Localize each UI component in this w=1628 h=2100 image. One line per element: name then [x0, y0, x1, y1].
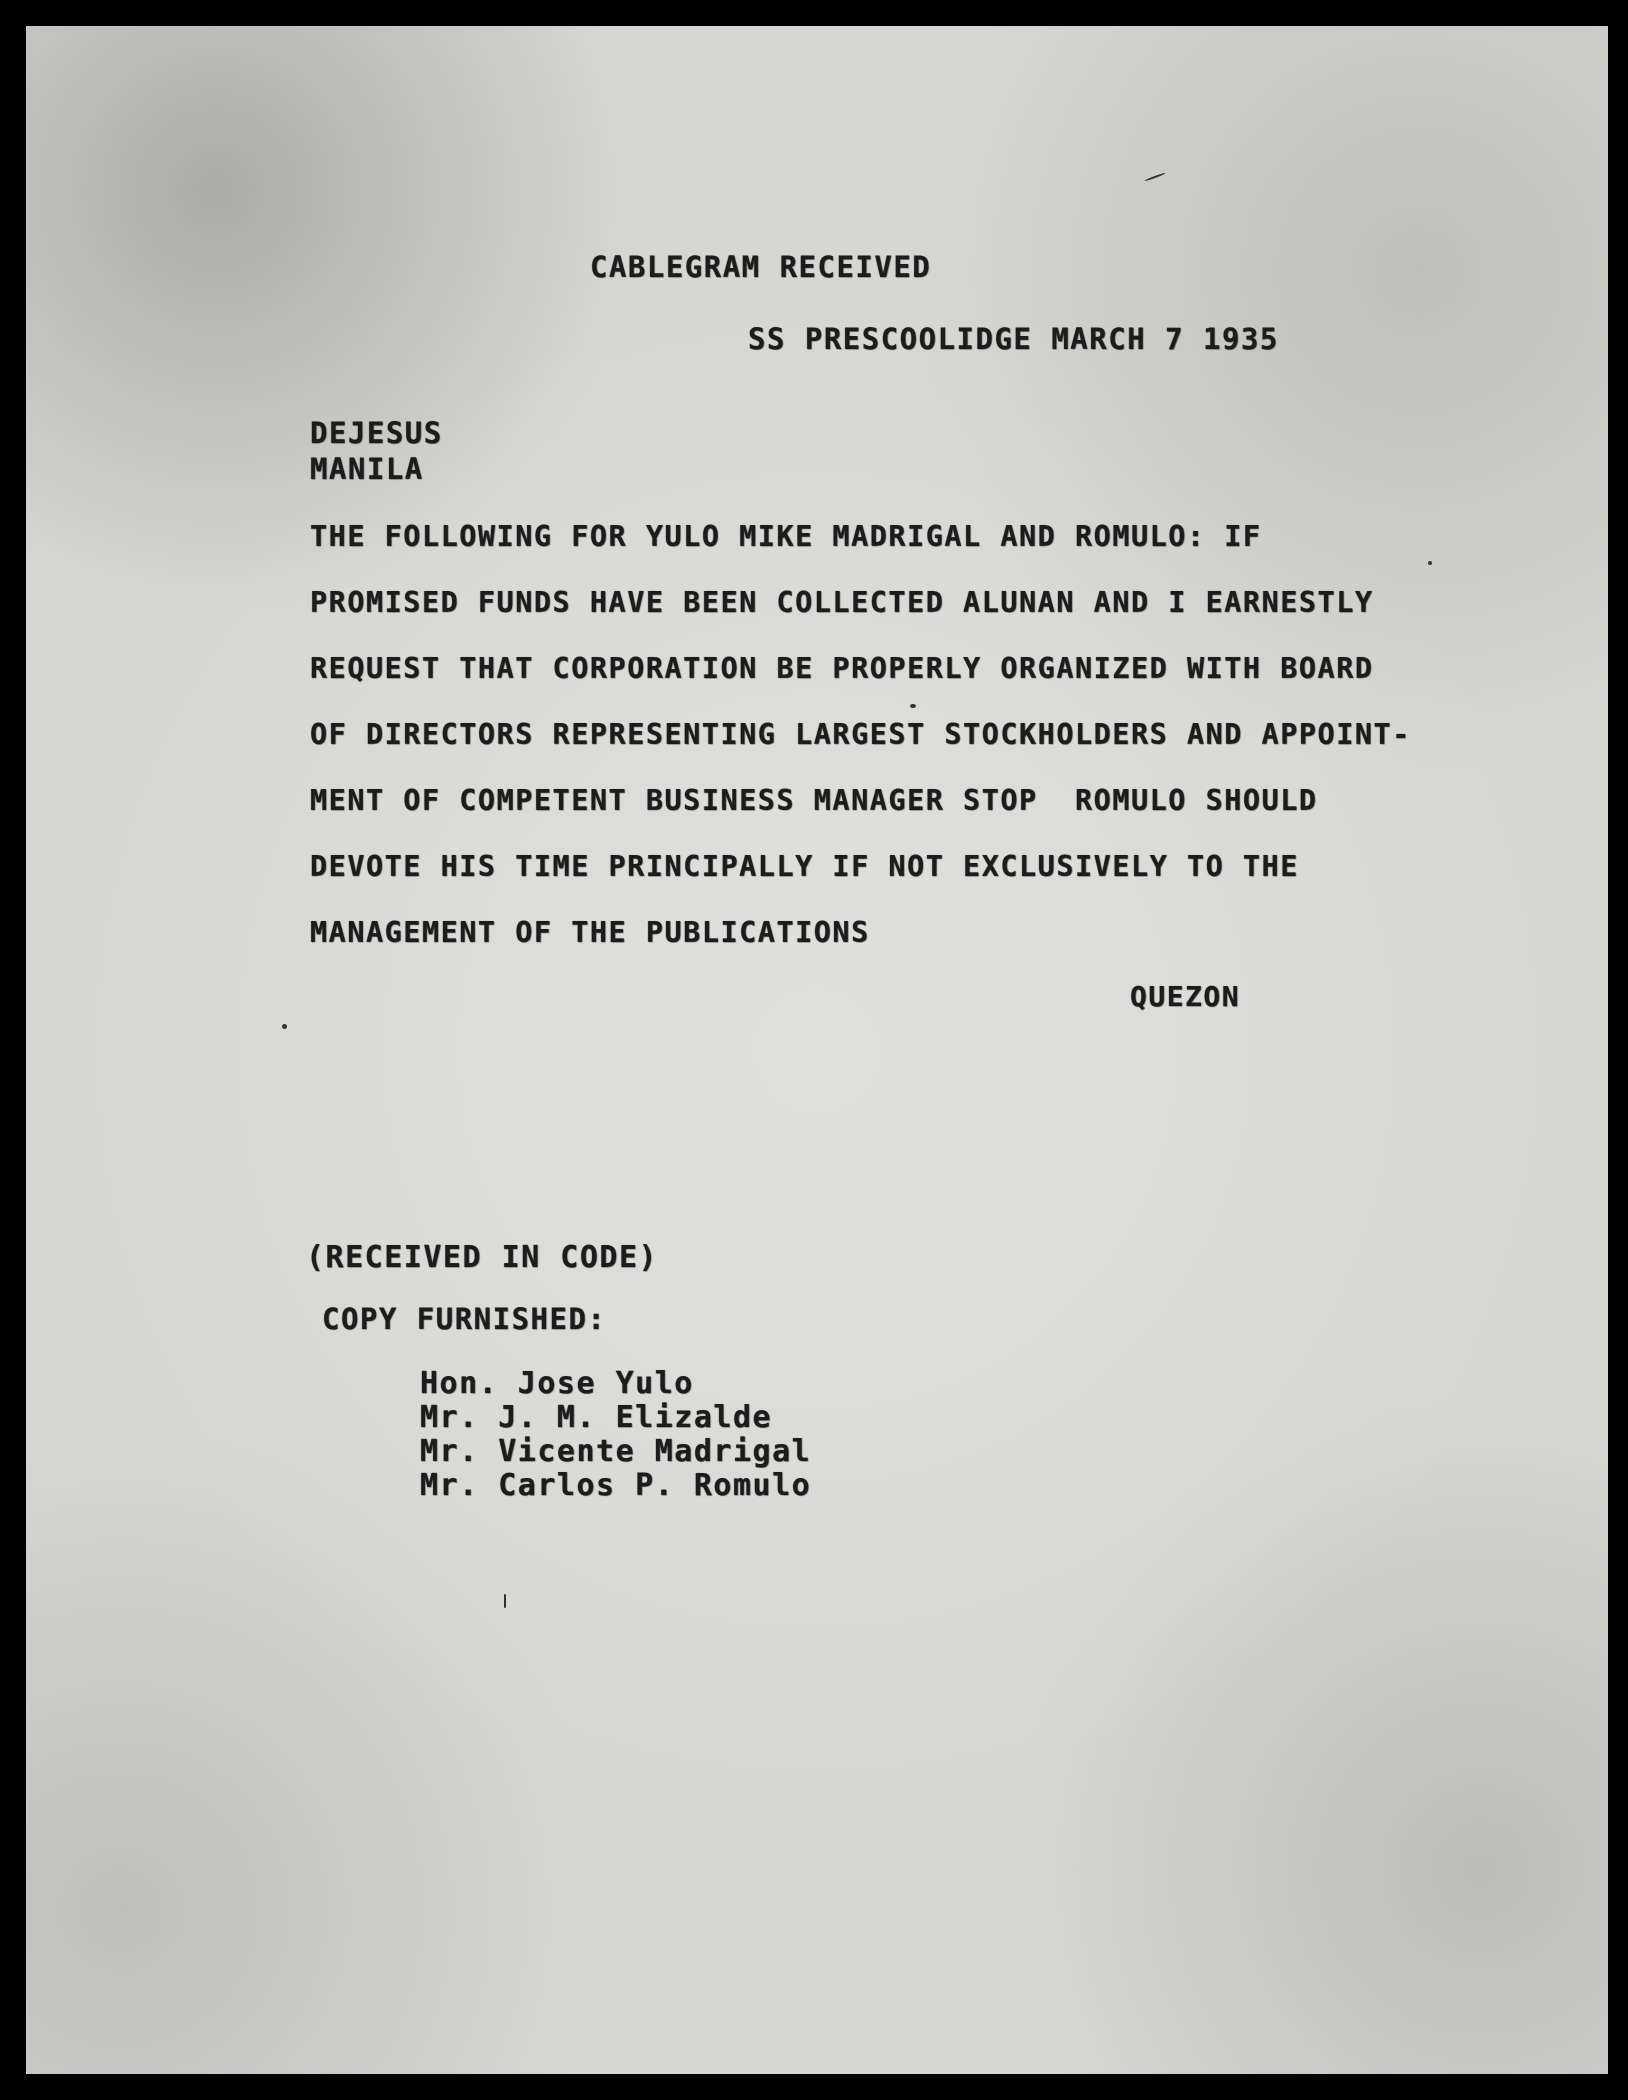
copy-furnished-label: COPY FURNISHED:	[322, 1302, 607, 1336]
body-line: OF DIRECTORS REPRESENTING LARGEST STOCKHOLDERS AND APPOINT-	[310, 718, 1411, 751]
body-line: REQUEST THAT CORPORATION BE PROPERLY ORGANIZED WITH BOARD	[310, 652, 1374, 685]
body-line: DEVOTE HIS TIME PRINCIPALLY IF NOT EXCLUSIVELY TO THE	[310, 850, 1299, 883]
addressee-city: MANILA	[310, 452, 424, 486]
document-title: CABLEGRAM RECEIVED	[590, 250, 932, 284]
body-line: PROMISED FUNDS HAVE BEEN COLLECTED ALUNAN AND I EARNESTLY	[310, 586, 1374, 619]
addressee-name: DEJESUS	[310, 416, 443, 450]
recipient: Mr. J. M. Elizalde	[420, 1400, 773, 1435]
ink-speck	[910, 704, 916, 708]
ink-speck	[1428, 561, 1432, 565]
recipient: Hon. Jose Yulo	[420, 1366, 694, 1401]
ink-mark	[1144, 172, 1165, 181]
recipient: Mr. Vicente Madrigal	[420, 1434, 812, 1469]
recipient: Mr. Carlos P. Romulo	[420, 1468, 812, 1503]
body-line: MENT OF COMPETENT BUSINESS MANAGER STOP ROMULO SHOULD	[310, 784, 1318, 817]
dateline: SS PRESCOOLIDGE MARCH 7 1935	[748, 322, 1279, 356]
body-line: THE FOLLOWING FOR YULO MIKE MADRIGAL AND ROMULO: IF	[310, 520, 1262, 553]
signature: QUEZON	[1130, 980, 1241, 1013]
body-line: MANAGEMENT OF THE PUBLICATIONS	[310, 916, 870, 949]
received-note: (RECEIVED IN CODE)	[306, 1240, 659, 1275]
ink-mark	[504, 1594, 506, 1608]
ink-speck	[282, 1024, 287, 1029]
